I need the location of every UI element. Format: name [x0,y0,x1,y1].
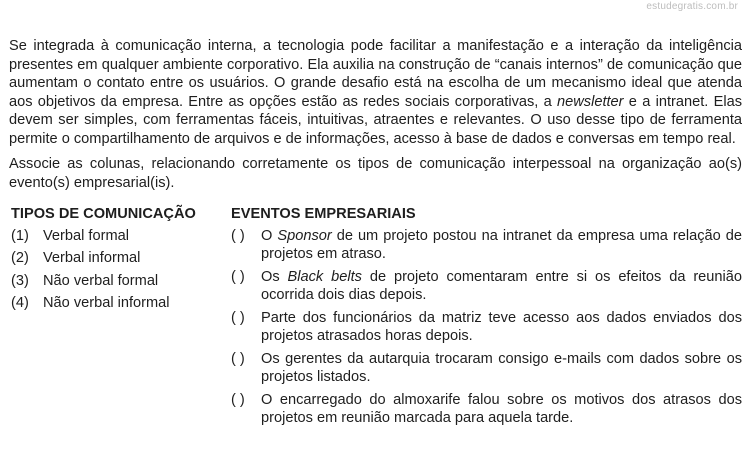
event-text [261,350,742,387]
type-item [11,227,231,246]
type-label: Não verbal formal [43,272,159,289]
answer-blank[interactable]: ( ) [231,350,245,367]
event-item [231,268,742,305]
event-item [231,391,742,428]
type-number: (1) [11,227,29,244]
event-text-italic: Black belts [287,268,362,285]
answer-blank[interactable]: ( ) [231,227,245,244]
event-text-post: de um projeto postou na intranet da empresa uma relação de projetos em atraso. [261,227,743,262]
events-column [231,205,742,432]
events-heading: EVENTOS EMPRESARIAIS [231,206,416,222]
intro-text-part2: e a intranet. Elas devem ser simples, com ferramentas fáceis, intuitivas, atraentes e relevantes. O uso desse tipo de ferramenta permite o compartilhamento de arquivos e de informações, acesso à base de dados e conversas em tempo real. [9,93,742,147]
event-text [261,391,742,428]
type-item [11,294,231,313]
event-text-pre: Parte dos funcionários da matriz teve acesso aos dados enviados dos projetos atrasados horas depois. [261,309,742,344]
type-label: Verbal formal [43,227,129,244]
event-text-pre: O [261,227,278,244]
watermark: estudegratis.com.br [646,1,738,12]
type-number: (4) [11,295,29,311]
event-text [261,227,742,264]
type-label: Verbal informal [43,250,141,266]
event-text [261,309,742,346]
intro-text-part1: Se integrada à comunicação interna, a tecnologia pode facilitar a manifestação e a interação da inteligência presentes em qualquer ambiente corporativo. Ela auxilia na construção de “canais internos” de comunicação que aumentam o contato entre os usuários. O grande desafio está na escolha de um mecanismo ideal que atenda aos objetivos da empresa. Entre as opções estão as redes sociais corporativas, a [9,38,742,110]
answer-blank[interactable]: ( ) [231,391,245,408]
answer-blank[interactable]: ( ) [231,268,245,285]
event-text-italic: Sponsor [277,227,332,244]
types-heading: TIPOS DE COMUNICAÇÃO [11,206,196,222]
types-column [9,205,231,432]
event-text-pre: Os gerentes da autarquia trocaram consigo e-mails com dados sobre os projetos listados. [261,350,742,385]
event-item [231,227,742,264]
event-item [231,350,742,387]
event-text [261,268,742,305]
intro-text-italic: newsletter [557,93,624,110]
event-text-pre: O encarregado do almoxarife falou sobre os motivos dos atrasos dos projetos em reunião marcada para aquela tarde. [261,391,742,426]
type-label: Não verbal informal [43,295,170,311]
type-number: (3) [11,272,29,289]
event-text-pre: Os [261,268,288,285]
instruction-paragraph: Associe as colunas, relacionando corretamente os tipos de comunicação interpessoal na organização ao(s) evento(s) empresarial(is). [9,156,742,191]
question-body [9,37,742,432]
event-text-post: de projeto comentaram entre si os efeitos da reunião ocorrida dois dias depois. [261,268,743,303]
type-item [11,272,231,291]
matching-columns [9,205,742,432]
type-item [11,249,231,268]
answer-blank[interactable]: ( ) [231,309,245,326]
event-item [231,309,742,346]
type-number: (2) [11,250,29,266]
intro-paragraph [9,37,742,148]
